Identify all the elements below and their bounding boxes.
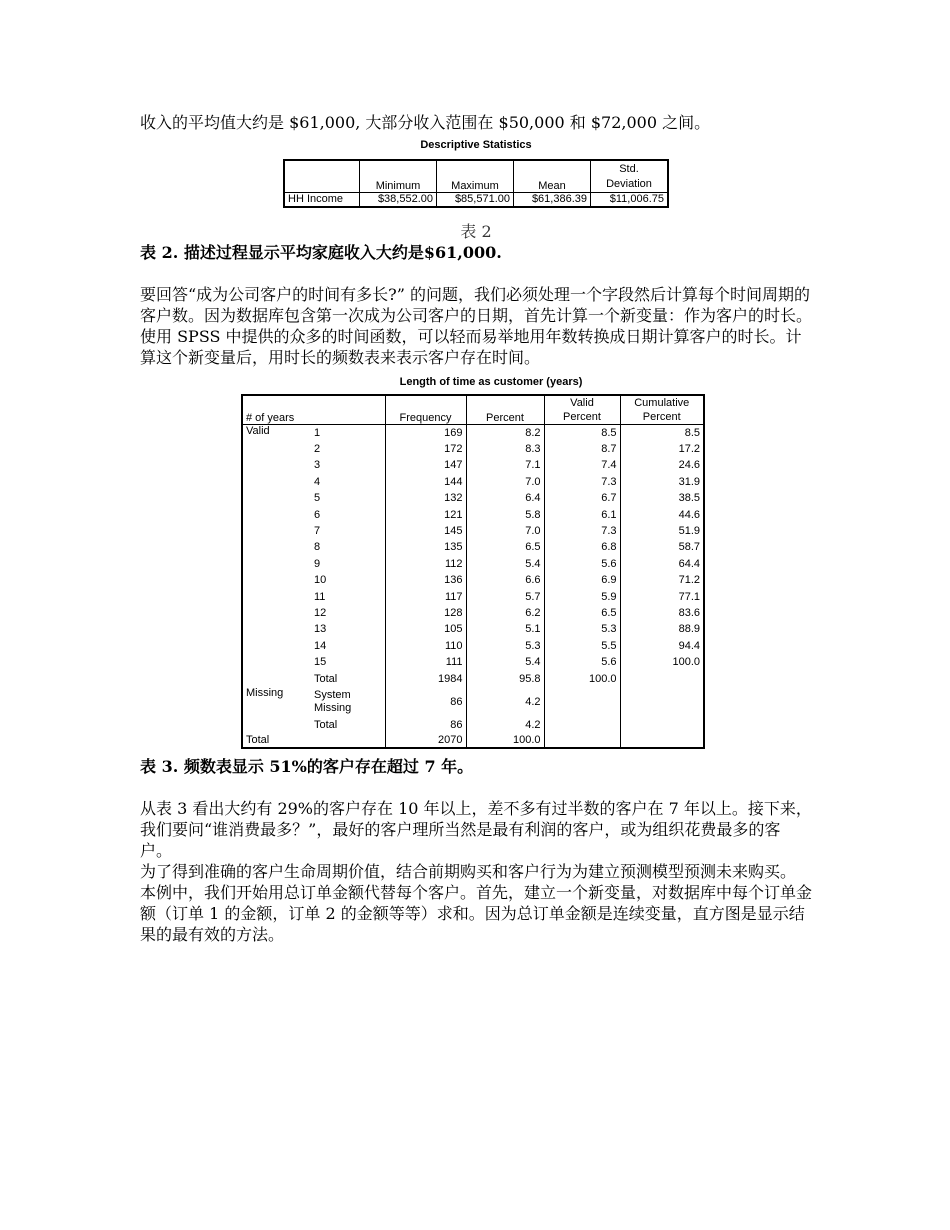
table-row: Total 2070 100.0 [242,733,704,748]
table-row: Missing System Missing 86 4.2 [242,687,704,717]
table2-caption: 表 2. 描述过程显示平均家庭收入大约是$61,000. [140,243,502,262]
paragraph-3c: 本例中，我们开始用总订单金额代替每个客户。首先，建立一个新变量，对数据库中每个订单金额（订单 1 的金额，订单 2 的金额等等）求和。因为总订单金额是连续变量，直方图是显示结果的最有效的方法。 [140,883,813,945]
row-group-missing: Missing [246,686,284,699]
desc-header-std: Std. Deviation [591,160,669,192]
freq-col-label: # of years [242,395,385,425]
table-row: 15 111 5.4 5.6 100.0 [242,654,704,670]
grand-total-label: Total [242,733,385,748]
table2-label: 表 2 [460,222,492,241]
frequency-table [241,394,705,749]
table-row: 14 110 5.3 5.5 94.4 [242,638,704,654]
freq-header-valid-percent: Valid Percent [544,395,620,425]
paragraph-3b: 为了得到准确的客户生命周期价值，结合前期购买和客户行为为建立预测模型预测未来购买。 [140,862,797,882]
table-row: 7 145 7.0 7.3 51.9 [242,523,704,539]
table-row: 6 121 5.8 6.1 44.6 [242,506,704,522]
freq-table-title: Length of time as customer (years) [399,376,583,388]
table-row: 10 136 6.6 6.9 71.2 [242,572,704,588]
freq-header-frequency: Frequency [385,395,466,425]
descriptive-statistics-table [283,159,669,208]
freq-header-percent: Percent [466,395,544,425]
table-row: 11 117 5.7 5.9 77.1 [242,588,704,604]
table-row: Total 1984 95.8 100.0 [242,670,704,686]
desc-header-minimum: Minimum [360,160,437,192]
table-row: 4 144 7.0 7.3 31.9 [242,474,704,490]
table-row: 8 135 6.5 6.8 58.7 [242,539,704,555]
table-row: 13 105 5.1 5.3 88.9 [242,621,704,637]
table-row: Total 86 4.2 [242,717,704,733]
row-group-valid: Valid [246,425,270,437]
desc-table-title: Descriptive Statistics [420,139,532,151]
table-row: Valid 1 169 8.2 8.5 8.5 [242,425,704,441]
desc-header-mean: Mean [514,160,591,192]
table-row: HH Income $38,552.00 $85,571.00 $61,386.39 $11,006.75 [284,192,668,207]
freq-header-cumulative-percent: Cumulative Percent [634,397,690,423]
table-row: 5 132 6.4 6.7 38.5 [242,490,704,506]
table-row: 2 172 8.3 8.7 17.2 [242,441,704,457]
intro-paragraph: 收入的平均值大约是 $61,000, 大部分收入范围在 $50,000 和 $72,000 之间。 [140,113,711,132]
desc-row-label: HH Income [284,192,360,207]
system-missing-label: System Missing [308,687,385,717]
paragraph-3a: 从表 3 看出大约有 29%的客户存在 10 年以上，差不多有过半数的客户在 7 年以上。接下来，我们要问“谁消费最多？”，最好的客户理所当然是最有利润的客户，或为组织花费最多的客户。 [140,799,812,861]
paragraph-2: 要回答“成为公司客户的时间有多长?” 的问题，我们必须处理一个字段然后计算每个时间周期的客户数。因为数据库包含第一次成为公司客户的日期，首先计算一个新变量：作为客户的时长。使用 SPSS 中提供的众多的时间函数，可以轻而易举地用年数转换成日期计算客户的时长。计算这个新变量后，用时长的频数表来表示客户存在时间。 [140,285,813,367]
table-row: 9 112 5.4 5.6 64.4 [242,556,704,572]
table-row: 12 128 6.2 6.5 83.6 [242,605,704,621]
table3-caption: 表 3. 频数表显示 51%的客户存在超过 7 年。 [140,757,474,777]
table-row: 3 147 7.1 7.4 24.6 [242,457,704,473]
desc-header-maximum: Maximum [437,160,514,192]
document-page [140,112,812,945]
